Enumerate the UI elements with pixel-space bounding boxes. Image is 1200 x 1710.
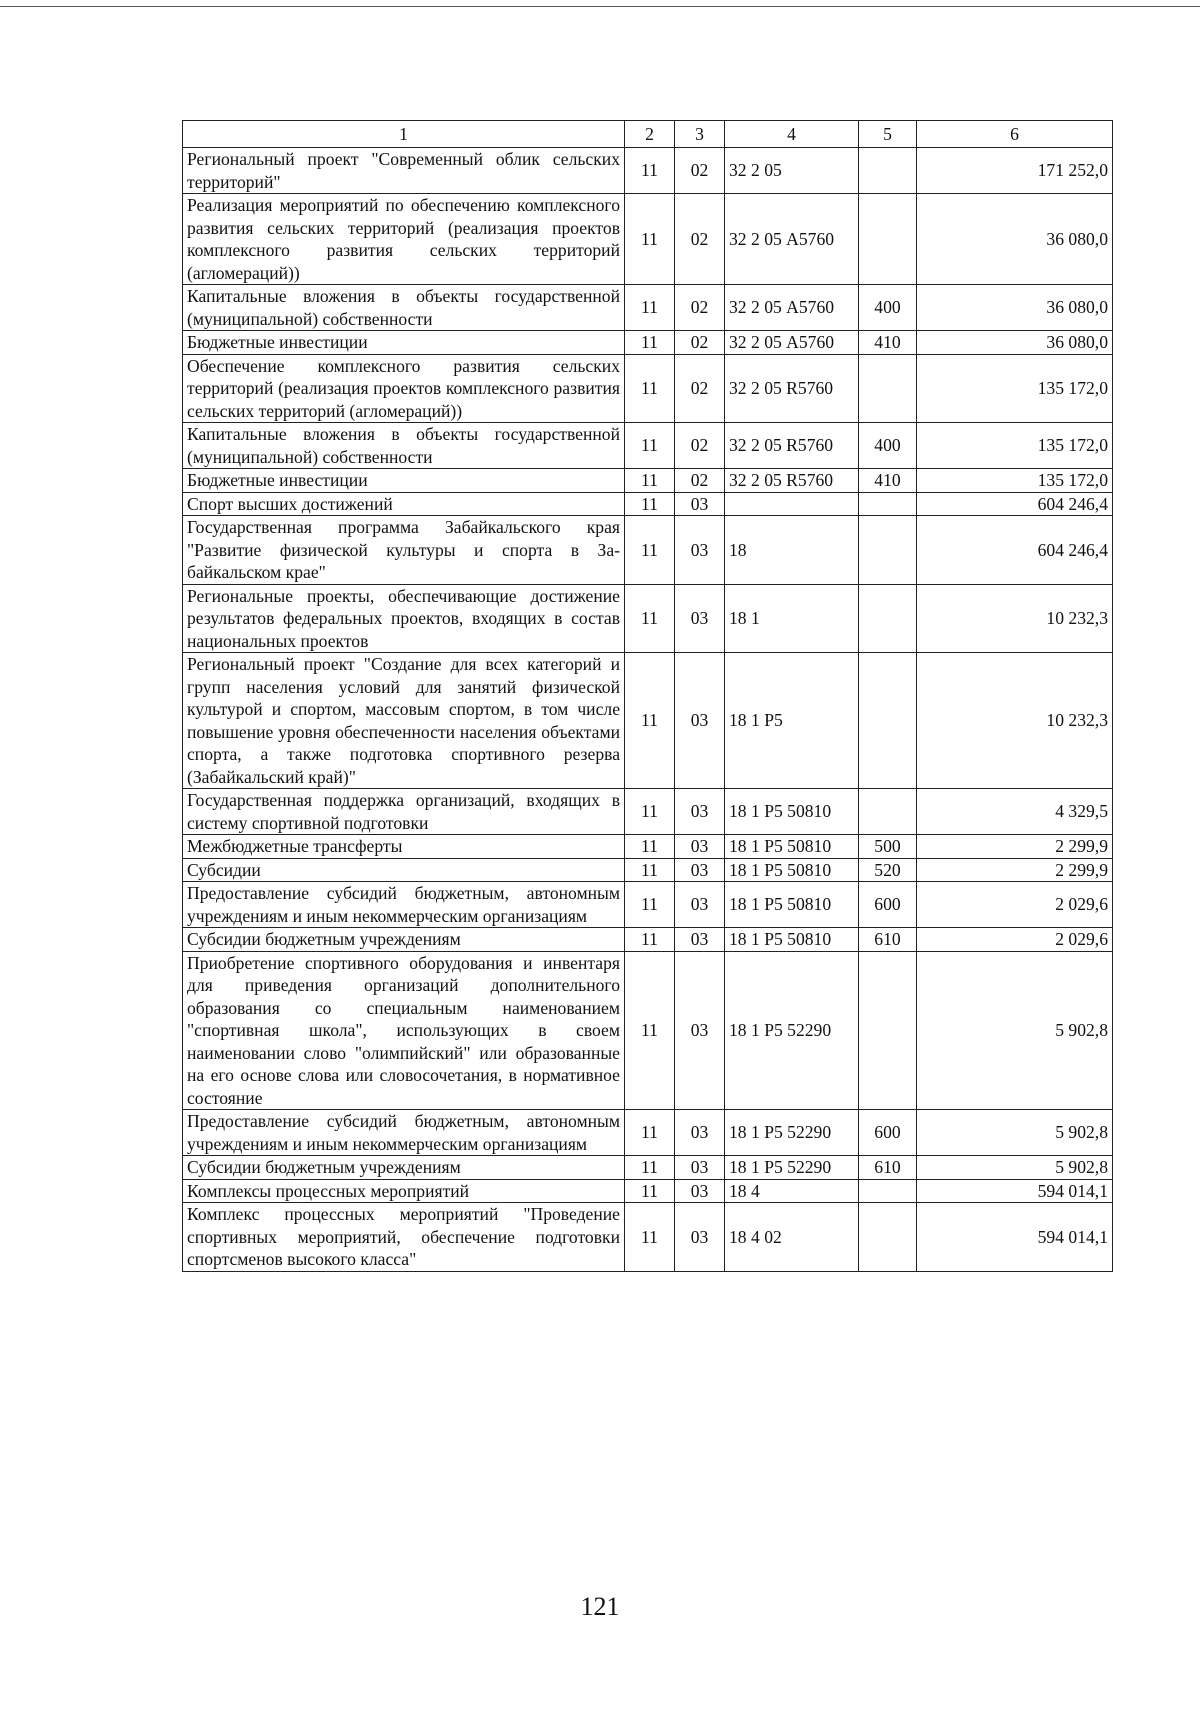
- row-section: 11: [625, 858, 675, 882]
- row-section: 11: [625, 1110, 675, 1156]
- row-subsection: 02: [675, 354, 725, 423]
- row-expense-type: [859, 516, 917, 585]
- row-subsection: 03: [675, 584, 725, 653]
- row-amount: 36 080,0: [917, 194, 1113, 285]
- row-target-code: 18 4: [725, 1179, 859, 1203]
- table-row: [183, 285, 1113, 331]
- row-amount: 2 299,9: [917, 835, 1113, 859]
- row-description: Межбюджетные трансферты: [183, 835, 625, 859]
- row-amount: 2 299,9: [917, 858, 1113, 882]
- row-target-code: 18: [725, 516, 859, 585]
- row-subsection: 03: [675, 1110, 725, 1156]
- row-description: Капитальные вложения в объекты государственной (муниципальной) собственности: [183, 285, 625, 331]
- row-section: 11: [625, 194, 675, 285]
- row-expense-type: 400: [859, 423, 917, 469]
- row-target-code: 32 2 05 А5760: [725, 331, 859, 355]
- row-target-code: 18 1 Р5: [725, 653, 859, 789]
- table-row: [183, 331, 1113, 355]
- row-description: Субсидии: [183, 858, 625, 882]
- top-border-line: [0, 6, 1200, 7]
- row-amount: 5 902,8: [917, 1156, 1113, 1180]
- row-section: 11: [625, 1156, 675, 1180]
- table-row: [183, 584, 1113, 653]
- row-expense-type: 520: [859, 858, 917, 882]
- row-description: Государственная программа Забайкальского края "Развитие физической культуры и спорта в Забайкальском крае": [183, 516, 625, 585]
- row-amount: 4 329,5: [917, 789, 1113, 835]
- row-expense-type: [859, 584, 917, 653]
- row-description: Предоставление субсидий бюджетным, автономным учреждениям и иным некоммерческим организациям: [183, 882, 625, 928]
- row-section: 11: [625, 584, 675, 653]
- row-amount: 604 246,4: [917, 492, 1113, 516]
- row-section: 11: [625, 492, 675, 516]
- row-subsection: 03: [675, 653, 725, 789]
- row-amount: 594 014,1: [917, 1179, 1113, 1203]
- row-subsection: 02: [675, 331, 725, 355]
- row-target-code: 18 1 Р5 52290: [725, 951, 859, 1110]
- row-description: Региональный проект "Создание для всех категорий и групп населения условий для занятий физической культурой и спортом, массовым спортом, в том числе повышение уровня обеспеченности населения объектами спорта, а также подготовка спортивного резерва (Забайкальский край)": [183, 653, 625, 789]
- row-target-code: 18 1 Р5 50810: [725, 789, 859, 835]
- row-expense-type: [859, 653, 917, 789]
- table-row: [183, 1110, 1113, 1156]
- header-col-4: 4: [725, 121, 859, 148]
- page-number: 121: [580, 1592, 620, 1621]
- budget-table-body: [183, 121, 1113, 1272]
- row-amount: 2 029,6: [917, 882, 1113, 928]
- table-row: [183, 1203, 1113, 1272]
- budget-table: [182, 120, 1113, 1272]
- table-row: [183, 516, 1113, 585]
- table-row: [183, 882, 1113, 928]
- row-section: 11: [625, 285, 675, 331]
- row-description: Капитальные вложения в объекты государственной (муниципальной) собственности: [183, 423, 625, 469]
- row-amount: 10 232,3: [917, 653, 1113, 789]
- table-row: [183, 469, 1113, 493]
- row-section: 11: [625, 469, 675, 493]
- row-subsection: 03: [675, 882, 725, 928]
- row-expense-type: [859, 148, 917, 194]
- table-header-row: [183, 121, 1113, 148]
- row-expense-type: 400: [859, 285, 917, 331]
- row-subsection: 03: [675, 1156, 725, 1180]
- row-expense-type: [859, 1203, 917, 1272]
- row-amount: 171 252,0: [917, 148, 1113, 194]
- row-subsection: 02: [675, 423, 725, 469]
- table-row: [183, 1156, 1113, 1180]
- row-target-code: 18 1 Р5 50810: [725, 835, 859, 859]
- row-description: Приобретение спортивного оборудования и инвентаря для приведения организаций дополнительного образования со специальным наименованием "спортивная школа", использующих в своем наименовании слово "олимпийский" или образованные на его основе слова или словосочетания, в нормативное состояние: [183, 951, 625, 1110]
- row-section: 11: [625, 835, 675, 859]
- document-page: [182, 120, 1112, 1272]
- row-section: 11: [625, 148, 675, 194]
- row-target-code: 18 1 Р5 50810: [725, 858, 859, 882]
- row-target-code: 32 2 05: [725, 148, 859, 194]
- row-subsection: 03: [675, 835, 725, 859]
- row-expense-type: [859, 789, 917, 835]
- row-amount: 2 029,6: [917, 928, 1113, 952]
- table-row: [183, 789, 1113, 835]
- header-col-1: 1: [183, 121, 625, 148]
- row-subsection: 03: [675, 858, 725, 882]
- row-description: Обеспечение комплексного развития сельских территорий (реализация проектов комплексного развития сельских территорий (агломераций)): [183, 354, 625, 423]
- row-expense-type: [859, 354, 917, 423]
- table-row: [183, 354, 1113, 423]
- table-row: [183, 1179, 1113, 1203]
- row-expense-type: [859, 194, 917, 285]
- row-section: 11: [625, 516, 675, 585]
- header-col-3: 3: [675, 121, 725, 148]
- table-row: [183, 653, 1113, 789]
- row-section: 11: [625, 789, 675, 835]
- row-description: Спорт высших достижений: [183, 492, 625, 516]
- table-row: [183, 423, 1113, 469]
- row-target-code: 18 1 Р5 52290: [725, 1110, 859, 1156]
- row-section: 11: [625, 928, 675, 952]
- row-target-code: 32 2 05 R5760: [725, 469, 859, 493]
- row-target-code: 32 2 05 А5760: [725, 285, 859, 331]
- table-row: [183, 835, 1113, 859]
- row-subsection: 02: [675, 469, 725, 493]
- row-amount: 36 080,0: [917, 331, 1113, 355]
- row-subsection: 02: [675, 285, 725, 331]
- row-section: 11: [625, 882, 675, 928]
- row-expense-type: 610: [859, 1156, 917, 1180]
- row-target-code: 18 1 Р5 52290: [725, 1156, 859, 1180]
- row-description: Комплекс процессных мероприятий "Проведение спортивных мероприятий, обеспечение подготовки спортсменов высокого класса": [183, 1203, 625, 1272]
- row-subsection: 03: [675, 492, 725, 516]
- row-amount: 135 172,0: [917, 469, 1113, 493]
- row-description: Реализация мероприятий по обеспечению комплексного развития сельских территорий (реализация проектов комплексного развития сельских территорий (агломераций)): [183, 194, 625, 285]
- row-expense-type: 600: [859, 1110, 917, 1156]
- table-row: [183, 194, 1113, 285]
- row-description: Комплексы процессных мероприятий: [183, 1179, 625, 1203]
- row-expense-type: [859, 1179, 917, 1203]
- table-row: [183, 858, 1113, 882]
- row-subsection: 03: [675, 928, 725, 952]
- row-section: 11: [625, 354, 675, 423]
- row-subsection: 03: [675, 1203, 725, 1272]
- row-amount: 10 232,3: [917, 584, 1113, 653]
- row-description: Региональный проект "Современный облик сельских территорий": [183, 148, 625, 194]
- row-target-code: 32 2 05 R5760: [725, 354, 859, 423]
- row-subsection: 03: [675, 516, 725, 585]
- row-expense-type: 500: [859, 835, 917, 859]
- row-amount: 5 902,8: [917, 951, 1113, 1110]
- row-target-code: [725, 492, 859, 516]
- header-col-6: 6: [917, 121, 1113, 148]
- row-section: 11: [625, 653, 675, 789]
- row-amount: 36 080,0: [917, 285, 1113, 331]
- row-amount: 604 246,4: [917, 516, 1113, 585]
- row-description: Субсидии бюджетным учреждениям: [183, 1156, 625, 1180]
- row-target-code: 18 4 02: [725, 1203, 859, 1272]
- row-description: Региональные проекты, обеспечивающие достижение результатов федеральных проектов, входящих в состав национальных проектов: [183, 584, 625, 653]
- row-amount: 5 902,8: [917, 1110, 1113, 1156]
- row-expense-type: 410: [859, 331, 917, 355]
- row-subsection: 02: [675, 194, 725, 285]
- row-target-code: 18 1 Р5 50810: [725, 882, 859, 928]
- header-col-5: 5: [859, 121, 917, 148]
- row-target-code: 18 1 Р5 50810: [725, 928, 859, 952]
- row-expense-type: [859, 951, 917, 1110]
- row-subsection: 03: [675, 951, 725, 1110]
- row-amount: 594 014,1: [917, 1203, 1113, 1272]
- row-description: Бюджетные инвестиции: [183, 469, 625, 493]
- row-expense-type: 600: [859, 882, 917, 928]
- row-section: 11: [625, 1179, 675, 1203]
- row-subsection: 02: [675, 148, 725, 194]
- row-description: Предоставление субсидий бюджетным, автономным учреждениям и иным некоммерческим организациям: [183, 1110, 625, 1156]
- row-amount: 135 172,0: [917, 354, 1113, 423]
- row-subsection: 03: [675, 1179, 725, 1203]
- row-amount: 135 172,0: [917, 423, 1113, 469]
- row-section: 11: [625, 951, 675, 1110]
- row-description: Бюджетные инвестиции: [183, 331, 625, 355]
- row-target-code: 18 1: [725, 584, 859, 653]
- row-expense-type: 410: [859, 469, 917, 493]
- row-subsection: 03: [675, 789, 725, 835]
- row-target-code: 32 2 05 R5760: [725, 423, 859, 469]
- row-description: Государственная поддержка организаций, входящих в систему спортивной подготовки: [183, 789, 625, 835]
- table-row: [183, 148, 1113, 194]
- row-section: 11: [625, 423, 675, 469]
- table-row: [183, 928, 1113, 952]
- row-target-code: 32 2 05 А5760: [725, 194, 859, 285]
- row-description: Субсидии бюджетным учреждениям: [183, 928, 625, 952]
- row-expense-type: [859, 492, 917, 516]
- table-row: [183, 951, 1113, 1110]
- row-section: 11: [625, 331, 675, 355]
- table-row: [183, 492, 1113, 516]
- header-col-2: 2: [625, 121, 675, 148]
- row-expense-type: 610: [859, 928, 917, 952]
- row-section: 11: [625, 1203, 675, 1272]
